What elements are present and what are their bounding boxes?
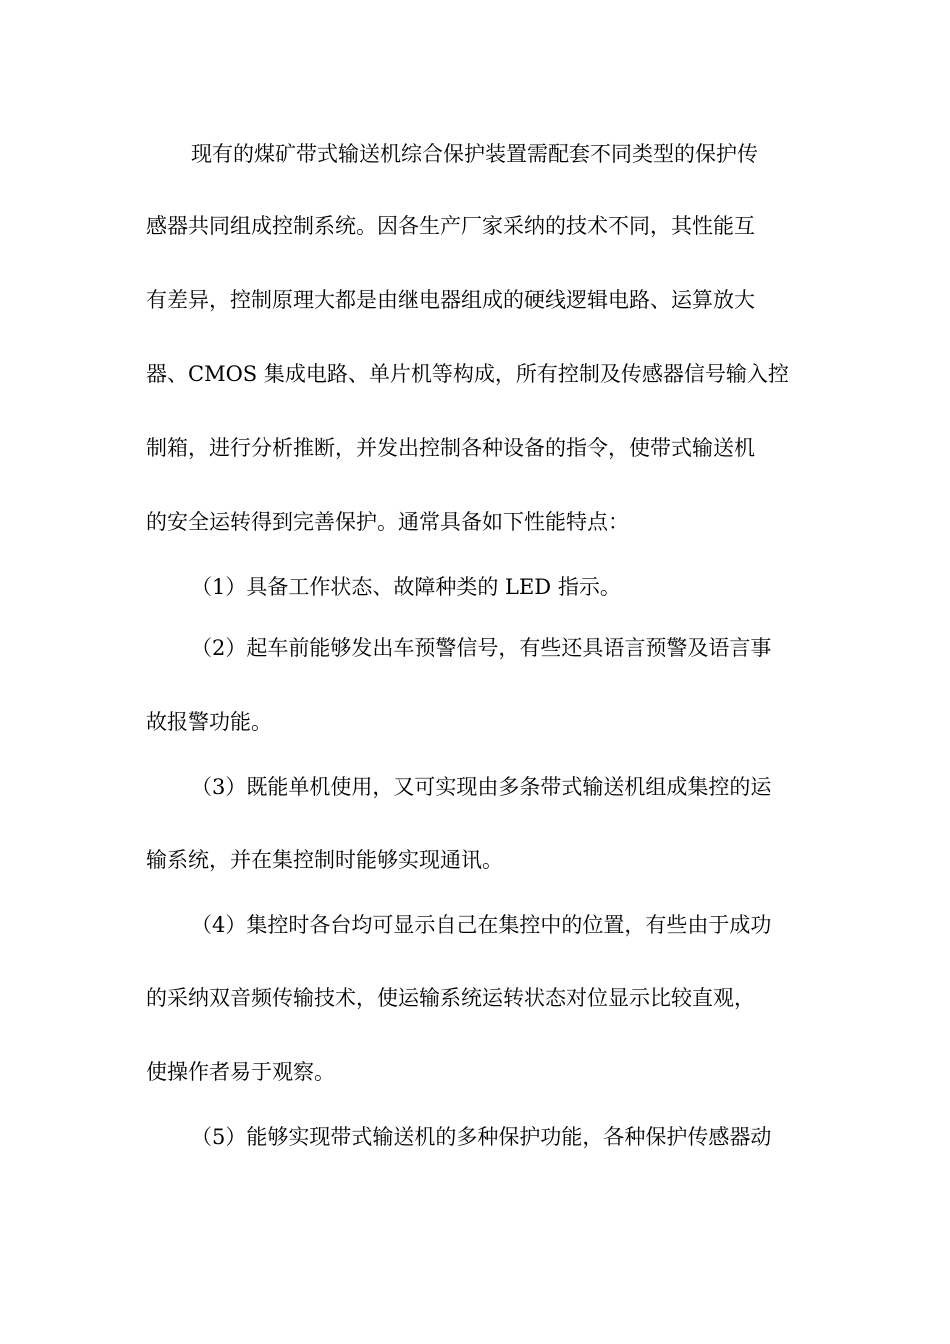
list-item-1-line: （1）具备工作状态、故障种类的 LED 指示。 <box>191 575 621 599</box>
list-item-4-line: 使操作者易于观察。 <box>146 1060 335 1084</box>
list-item-2-line: （2）起车前能够发出车预警信号，有些还具语言预警及语言事 <box>191 636 772 660</box>
list-item-4-line: 的采纳双音频传输技术，使运输系统运转状态对位显示比较直观， <box>146 986 755 1010</box>
paragraph-intro-line: 制箱，进行分析推断，并发出控制各种设备的指令，使带式输送机 <box>146 436 755 460</box>
paragraph-intro-line: 现有的煤矿带式输送机综合保护装置需配套不同类型的保护传 <box>191 142 758 166</box>
list-item-3-line: （3）既能单机使用，又可实现由多条带式输送机组成集控的运 <box>191 775 772 799</box>
paragraph-intro-line: 有差异，控制原理大都是由继电器组成的硬线逻辑电路、运算放大 <box>146 288 755 312</box>
list-item-3-line: 输系统，并在集控制时能够实现通讯。 <box>146 848 503 872</box>
paragraph-intro-line: 器、CMOS 集成电路、单片机等构成，所有控制及传感器信号输入控 <box>146 362 789 386</box>
list-item-2-line: 故报警功能。 <box>146 710 272 734</box>
paragraph-intro-line: 感器共同组成控制系统。因各生产厂家采纳的技术不同，其性能互 <box>146 214 755 238</box>
paragraph-intro-line: 的安全运转得到完善保护。通常具备如下性能特点： <box>146 510 629 534</box>
list-item-5-line: （5）能够实现带式输送机的多种保护功能，各种保护传感器动 <box>191 1125 772 1149</box>
list-item-4-line: （4）集控时各台均可显示自己在集控中的位置，有些由于成功 <box>191 913 772 937</box>
